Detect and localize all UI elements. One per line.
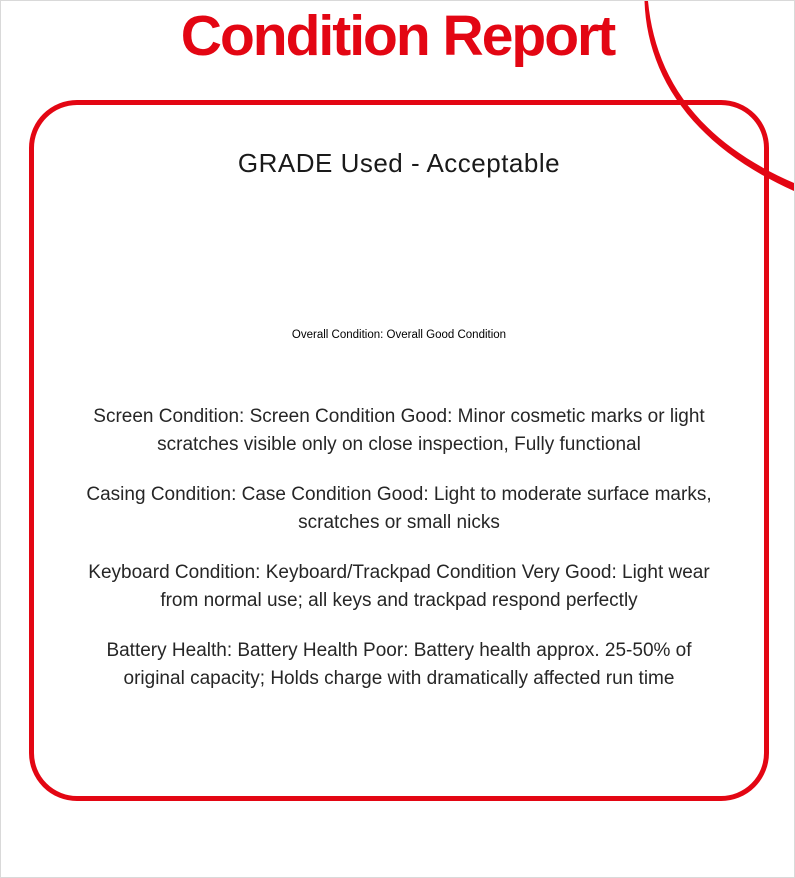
condition-keyboard [34, 559, 764, 615]
condition-casing-line-2: scratches or small nicks [298, 512, 500, 533]
condition-battery-line-2: original capacity; Holds charge with dramatically affected run time [123, 668, 675, 689]
condition-keyboard-line-1: Keyboard Condition: Keyboard/Trackpad Condition Very Good: Light wear [88, 562, 710, 583]
grade-heading: GRADE Used - Acceptable [237, 148, 561, 178]
condition-casing-line-1: Casing Condition: Case Condition Good: Light to moderate surface marks, [86, 484, 712, 505]
condition-list [34, 403, 764, 693]
report-box [29, 100, 769, 801]
condition-screen-line-2: scratches visible only on close inspection, Fully functional [157, 434, 641, 455]
condition-casing [34, 481, 764, 537]
condition-battery-line-1: Battery Health: Battery Health Poor: Battery health approx. 25-50% of [106, 640, 692, 661]
condition-screen-line-1: Screen Condition: Screen Condition Good: Minor cosmetic marks or light [93, 406, 705, 427]
overall-condition-text: Overall Condition: Overall Good Condition [291, 329, 507, 341]
condition-screen [34, 403, 764, 459]
condition-keyboard-line-2: from normal use; all keys and trackpad respond perfectly [160, 590, 638, 611]
condition-battery [34, 637, 764, 693]
page-title: Condition Report [180, 4, 615, 68]
